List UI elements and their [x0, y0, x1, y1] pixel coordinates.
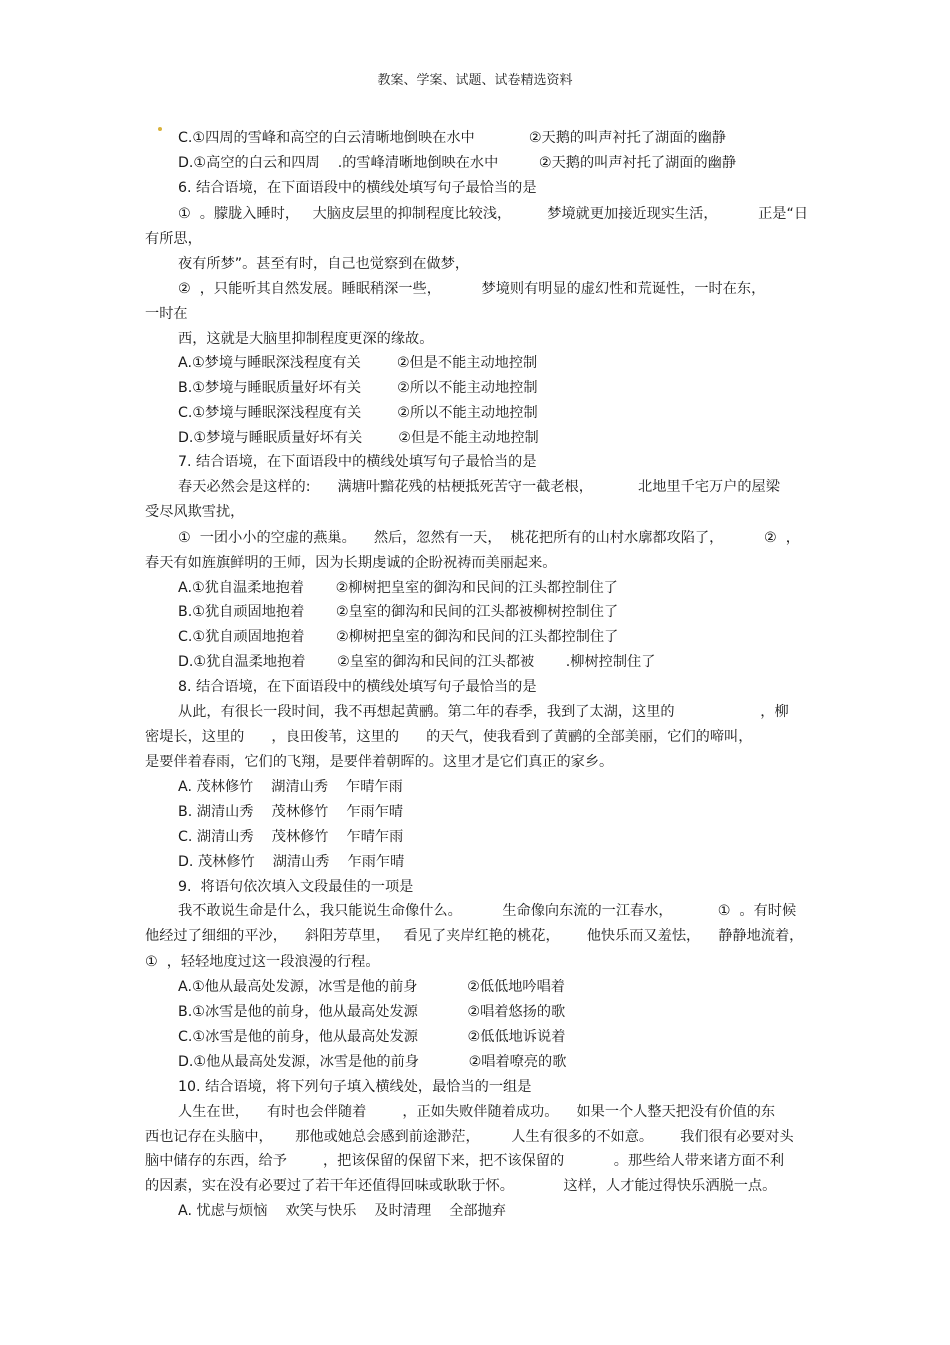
text-line: ① 。朦胧入睡时， 大脑皮层里的抑制程度比较浅， 梦境就更加接近现实生活， 正是“日 [178, 206, 809, 222]
text-line: 有所思， [145, 231, 202, 247]
text-line: 夜有所梦”。甚至有时，自己也觉察到在做梦， [178, 256, 470, 272]
text-line: A.①犹自温柔地抱着 ②柳树把皇室的御沟和民间的江头都控制住了 [178, 580, 618, 596]
bullet-dot-icon [158, 127, 162, 131]
text-line: 9. 将语句依次填入文段最佳的一项是 [178, 879, 414, 895]
text-line: 一时在 [145, 306, 188, 322]
text-line: 西，这就是大脑里抑制程度更深的缘故。 [178, 331, 434, 347]
text-line: 8. 结合语境，在下面语段中的横线处填写句子最恰当的是 [178, 679, 537, 695]
text-line: 7. 结合语境，在下面语段中的横线处填写句子最恰当的是 [178, 454, 537, 470]
text-line: C.①四周的雪峰和高空的白云清晰地倒映在水中 ②天鹅的叫声衬托了湖面的幽静 [178, 130, 726, 146]
text-line: 是要伴着春雨，它们的飞翔，是要伴着朝晖的。这里才是它们真正的家乡。 [145, 754, 614, 770]
text-line: 春天有如旌旗鲜明的王师，因为长期虔诚的企盼祝祷而美丽起来。 [145, 555, 557, 571]
text-line: 西也记存在头脑中， 那他或她总会感到前途渺茫， 人生有很多的不如意。 我们很有必要对头 [145, 1129, 794, 1145]
text-line: 密堤长，这里的 ，良田俊苇，这里的 的天气，使我看到了黄鹂的全部美丽，它们的啼叫， [145, 729, 753, 745]
text-line: A. 茂林修竹 湖清山秀 乍晴乍雨 [178, 779, 403, 795]
text-line: 6. 结合语境，在下面语段中的横线处填写句子最恰当的是 [178, 180, 537, 196]
text-line: C.①犹自顽固地抱着 ②柳树把皇室的御沟和民间的江头都控制住了 [178, 629, 619, 645]
text-line: B. 湖清山秀 茂林修竹 乍雨乍晴 [178, 804, 404, 820]
text-line: A. 忧虑与烦恼 欢笑与快乐 及时清理 全部抛弃 [178, 1203, 506, 1219]
text-line: C.①冰雪是他的前身，他从最高处发源 ②低低地诉说着 [178, 1029, 566, 1045]
text-line: ② ，只能听其自然发展。睡眠稍深一些， 梦境则有明显的虚幻性和荒诞性，一时在东， [178, 281, 766, 297]
text-line: D. 茂林修竹 湖清山秀 乍雨乍晴 [178, 854, 405, 870]
text-line: B.①犹自顽固地抱着 ②皇室的御沟和民间的江头都被柳树控制住了 [178, 604, 619, 620]
text-line: ① 一团小小的空虚的燕巢。 然后，忽然有一天， 桃花把所有的山村水廓都攻陷了， ② ， [178, 530, 800, 546]
text-line: 我不敢说生命是什么，我只能说生命像什么。 生命像向东流的一江春水， ① 。有时候 [178, 903, 797, 919]
text-line: A.①他从最高处发源，冰雪是他的前身 ②低低地吟唱着 [178, 979, 565, 995]
text-line: C. 湖清山秀 茂林修竹 乍晴乍雨 [178, 829, 404, 845]
text-line: B.①冰雪是他的前身，他从最高处发源 ②唱着悠扬的歌 [178, 1004, 566, 1020]
text-line: D.①梦境与睡眠质量好坏有关 ②但是不能主动地控制 [178, 430, 539, 446]
text-line: B.①梦境与睡眠质量好坏有关 ②所以不能主动地控制 [178, 380, 538, 396]
text-line: 从此，有很长一段时间，我不再想起黄鹂。第二年的春季，我到了太湖，这里的 ，柳 [178, 704, 789, 720]
text-line: ① ，轻轻地度过这一段浪漫的行程。 [145, 954, 380, 970]
text-line: D.①高空的白云和四周 .的雪峰清晰地倒映在水中 ②天鹅的叫声衬托了湖面的幽静 [178, 155, 737, 171]
text-line: D.①犹自温柔地抱着 ②皇室的御沟和民间的江头都被 .柳树控制住了 [178, 654, 656, 670]
text-line: D.①他从最高处发源，冰雪是他的前身 ②唱着嘹亮的歌 [178, 1054, 567, 1070]
text-line: 人生在世， 有时也会伴随着 ，正如失败伴随着成功。 如果一个人整天把没有价值的东 [178, 1104, 776, 1120]
page-header: 教案、学案、试题、试卷精选资料 [377, 73, 573, 88]
text-line: 他经过了细细的平沙， 斜阳芳草里， 看见了夹岸红艳的桃花， 他快乐而又羞怯， 静静地流着， [145, 928, 804, 944]
text-line: A.①梦境与睡眠深浅程度有关 ②但是不能主动地控制 [178, 355, 538, 371]
text-line: C.①梦境与睡眠深浅程度有关 ②所以不能主动地控制 [178, 405, 538, 421]
text-line: 脑中储存的东西，给予 ，把该保留的保留下来，把不该保留的 。那些给人带来诸方面不利 [145, 1153, 785, 1169]
text-line: 的因素，实在没有必要过了若干年还值得回味或耿耿于怀。 这样，人才能过得快乐洒脱一点。 [145, 1178, 777, 1194]
text-line: 10. 结合语境，将下列句子填入横线处，最恰当的一组是 [178, 1079, 532, 1095]
text-line: 受尽风欺雪扰， [145, 504, 245, 520]
text-line: 春天必然会是这样的: 满塘叶黯花残的枯梗抵死苦守一截老根， 北地里千宅万户的屋梁 [178, 479, 780, 495]
